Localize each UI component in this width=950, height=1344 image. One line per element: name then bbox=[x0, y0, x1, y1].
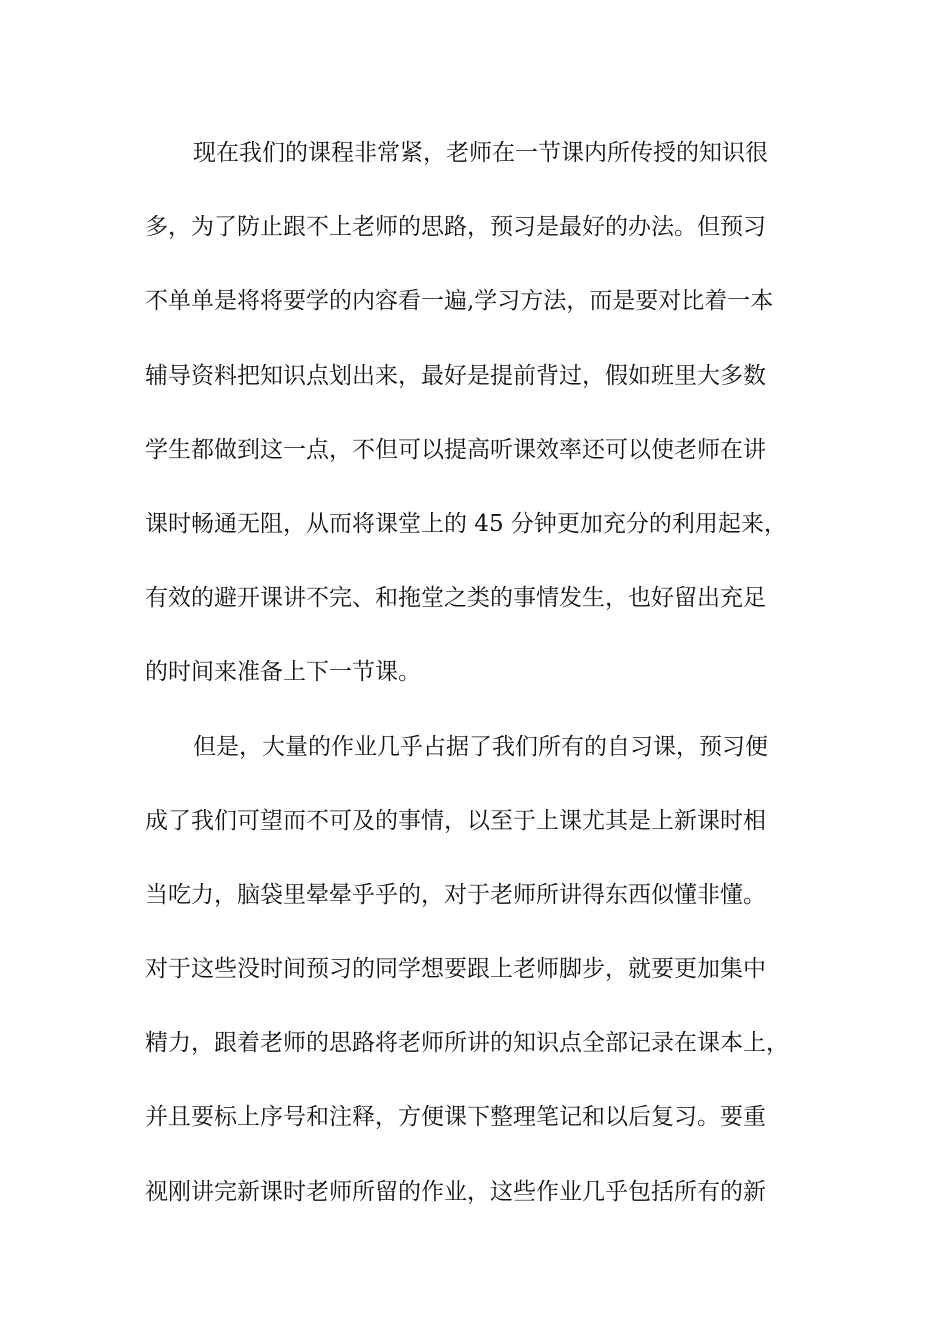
paragraph-2-line-2: 成了我们可望而不可及的事情，以至于上课尤其是上新课时相 bbox=[145, 807, 766, 834]
paragraph-2-line-3: 当吃力，脑袋里晕晕乎乎的，对于老师所讲得东西似懂非懂。 bbox=[145, 881, 766, 908]
paragraph-2-line-7: 视刚讲完新课时老师所留的作业，这些作业几乎包括所有的新 bbox=[145, 1178, 766, 1205]
paragraph-1-line-5: 学生都做到这一点，不但可以提高听课效率还可以使老师在讲 bbox=[145, 436, 766, 463]
paragraph-1-line-7: 有效的避开课讲不完、和拖堂之类的事情发生，也好留出充足 bbox=[145, 585, 766, 612]
paragraph-1-line-4: 辅导资料把知识点划出来，最好是提前背过，假如班里大多数 bbox=[145, 362, 766, 389]
paragraph-2-line-6: 并且要标上序号和注释，方便课下整理笔记和以后复习。要重 bbox=[145, 1104, 766, 1131]
body-text bbox=[145, 128, 825, 1241]
paragraph-2-line-1: 但是，大量的作业几乎占据了我们所有的自习课，预习便 bbox=[193, 733, 768, 760]
paragraph-1-line-2: 多，为了防止跟不上老师的思路，预习是最好的办法。但预习 bbox=[145, 214, 766, 241]
paragraph-1-line-6: 课时畅通无阻，从而将课堂上的 45 分钟更加充分的利用起来， bbox=[145, 510, 787, 537]
paragraph-2-line-4: 对于这些没时间预习的同学想要跟上老师脚步，就要更加集中 bbox=[145, 956, 766, 983]
paragraph-1-line-1: 现在我们的课程非常紧，老师在一节课内所传授的知识很 bbox=[193, 140, 768, 166]
paragraph-2-line-5: 精力，跟着老师的思路将老师所讲的知识点全部记录在课本上， bbox=[145, 1030, 789, 1057]
paragraph-1-line-8: 的时间来准备上下一节课。 bbox=[145, 659, 421, 686]
paragraph-1-line-3: 不单单是将将要学的内容看一遍,学习方法，而是要对比着一本 bbox=[145, 288, 774, 315]
